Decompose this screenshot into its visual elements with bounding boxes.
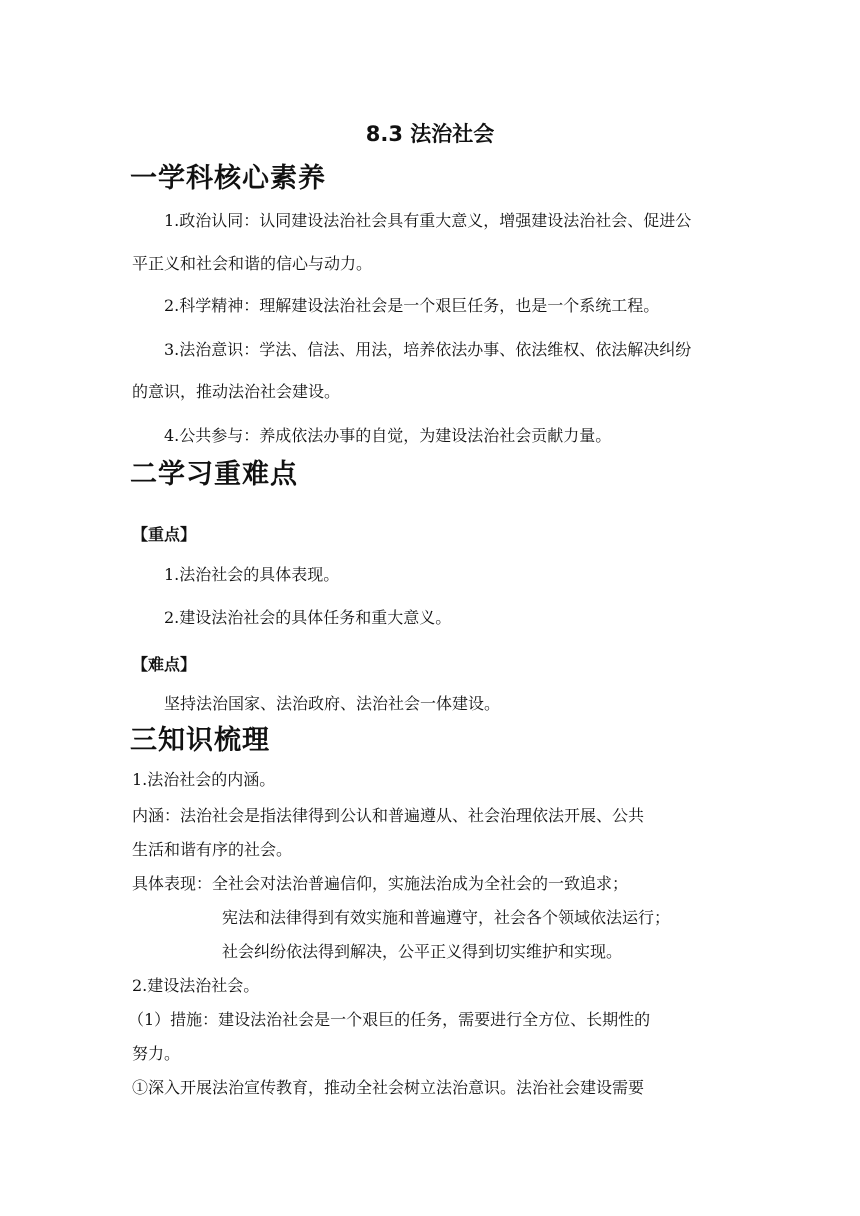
difficult-points-label: 【难点】	[132, 655, 197, 674]
section-heading-key-difficult: 二学习重难点	[130, 459, 298, 490]
key-points-label: 【重点】	[132, 525, 197, 544]
paragraph-line: 宪法和法律得到有效实施和普遍遵守，社会各个领域依法运行；	[222, 908, 671, 927]
paragraph-line: 生活和谐有序的社会。	[132, 840, 293, 859]
paragraph-line: 内涵：法治社会是指法律得到公认和普遍遵从、社会治理依法开展、公共	[132, 806, 645, 825]
document-title: 8.3 法治社会	[365, 122, 495, 146]
paragraph-line: 努力。	[132, 1044, 181, 1063]
list-item: 1.法治社会的具体表现。	[164, 565, 340, 584]
list-item: 坚持法治国家、法治政府、法治社会一体建设。	[164, 694, 501, 713]
paragraph-line: 的意识，推动法治社会建设。	[132, 382, 341, 401]
paragraph-line: 具体表现：全社会对法治普遍信仰，实施法治成为全社会的一致追求；	[132, 874, 629, 893]
paragraph-line: 4.公共参与：养成依法办事的自觉，为建设法治社会贡献力量。	[164, 426, 612, 445]
section-heading-core-literacy: 一学科核心素养	[130, 163, 326, 194]
paragraph-line: 1.法治社会的内涵。	[132, 770, 276, 789]
section-heading-knowledge: 三知识梳理	[130, 725, 270, 756]
paragraph-line: 社会纠纷依法得到解决，公平正义得到切实维护和实现。	[222, 942, 623, 961]
paragraph-line: ①深入开展法治宣传教育，推动全社会树立法治意识。法治社会建设需要	[132, 1078, 645, 1097]
list-item: 2.建设法治社会的具体任务和重大意义。	[164, 608, 452, 627]
paragraph-line: 1.政治认同：认同建设法治社会具有重大意义，增强建设法治社会、促进公	[164, 211, 692, 230]
paragraph-line: （1）措施：建设法治社会是一个艰巨的任务，需要进行全方位、长期性的	[128, 1010, 651, 1029]
paragraph-line: 2.科学精神：理解建设法治社会是一个艰巨任务，也是一个系统工程。	[164, 296, 660, 315]
paragraph-line: 2.建设法治社会。	[132, 976, 260, 995]
paragraph-line: 3.法治意识：学法、信法、用法，培养依法办事、依法维权、依法解决纠纷	[164, 340, 692, 359]
paragraph-line: 平正义和社会和谐的信心与动力。	[132, 254, 373, 273]
